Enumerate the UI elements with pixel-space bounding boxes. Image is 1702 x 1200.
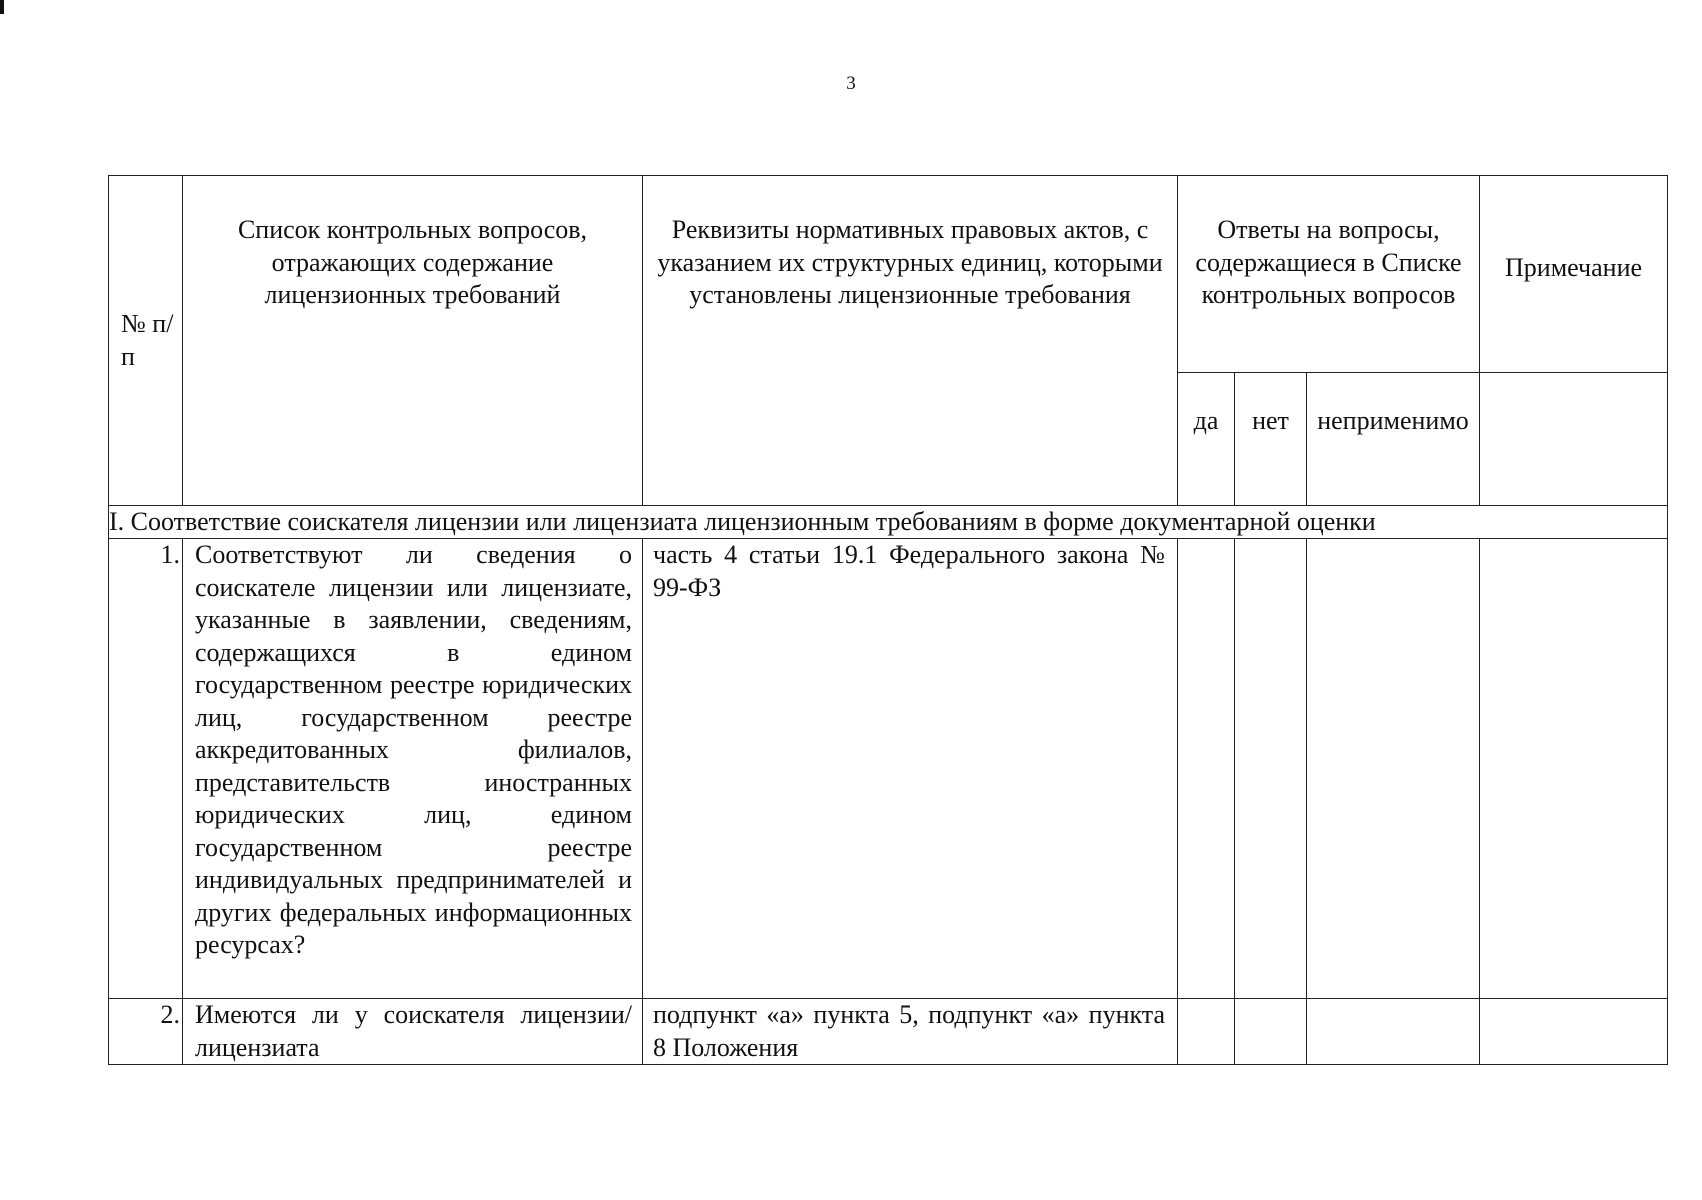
section-title: I. Соответствие соискателя лицензии или лицензиата лицензионным требованиям в форме документарной оценки <box>109 506 1668 539</box>
note-cell[interactable] <box>1480 539 1668 999</box>
answer-no-cell[interactable] <box>1235 539 1307 999</box>
answer-yes-cell[interactable] <box>1178 999 1235 1065</box>
row-reference: часть 4 статьи 19.1 Федерального закона № 99-ФЗ <box>643 539 1178 999</box>
header-questions: Список контрольных вопросов, отражающих содержание лицензионных требований <box>183 176 643 506</box>
table-row <box>109 539 1668 999</box>
answer-no-cell[interactable] <box>1235 999 1307 1065</box>
row-number: 1. <box>109 539 183 999</box>
header-answer-no: нет <box>1235 373 1307 506</box>
header-answer-yes: да <box>1178 373 1235 506</box>
row-number: 2. <box>109 999 183 1065</box>
header-row <box>109 176 1668 373</box>
section-row <box>109 506 1668 539</box>
header-note-empty <box>1480 373 1668 506</box>
header-answers: Ответы на вопросы, содержащиеся в Списке контрольных вопросов <box>1178 176 1480 373</box>
scan-corner-mark <box>0 0 4 14</box>
header-answer-not-applicable: неприменимо <box>1307 373 1480 506</box>
table-row <box>109 999 1668 1065</box>
answer-na-cell[interactable] <box>1307 999 1480 1065</box>
answer-na-cell[interactable] <box>1307 539 1480 999</box>
row-reference: подпункт «а» пункта 5, подпункт «а» пункта 8 Положения <box>643 999 1178 1065</box>
note-cell[interactable] <box>1480 999 1668 1065</box>
checklist-table <box>108 175 1668 1065</box>
row-question: Имеются ли у соискателя лицензии/лицензиата <box>183 999 643 1065</box>
header-references: Реквизиты нормативных правовых актов, с указанием их структурных единиц, которыми установлены лицензионные требования <box>643 176 1178 506</box>
header-number: № п/п <box>109 176 183 506</box>
page-number: 3 <box>846 73 856 94</box>
row-question: Соответствуют ли сведения о соискателе лицензии или лицензиате, указанные в заявлении, сведениям, содержащихся в едином государственном реестре юридических лиц, государственном реестре аккредитованных филиалов, представительств иностранных юридических лиц, едином государственном реестре индивидуальных предпринимателей и других федеральных информационных ресурсах? <box>183 539 643 999</box>
header-note: Примечание <box>1480 176 1668 373</box>
answer-yes-cell[interactable] <box>1178 539 1235 999</box>
